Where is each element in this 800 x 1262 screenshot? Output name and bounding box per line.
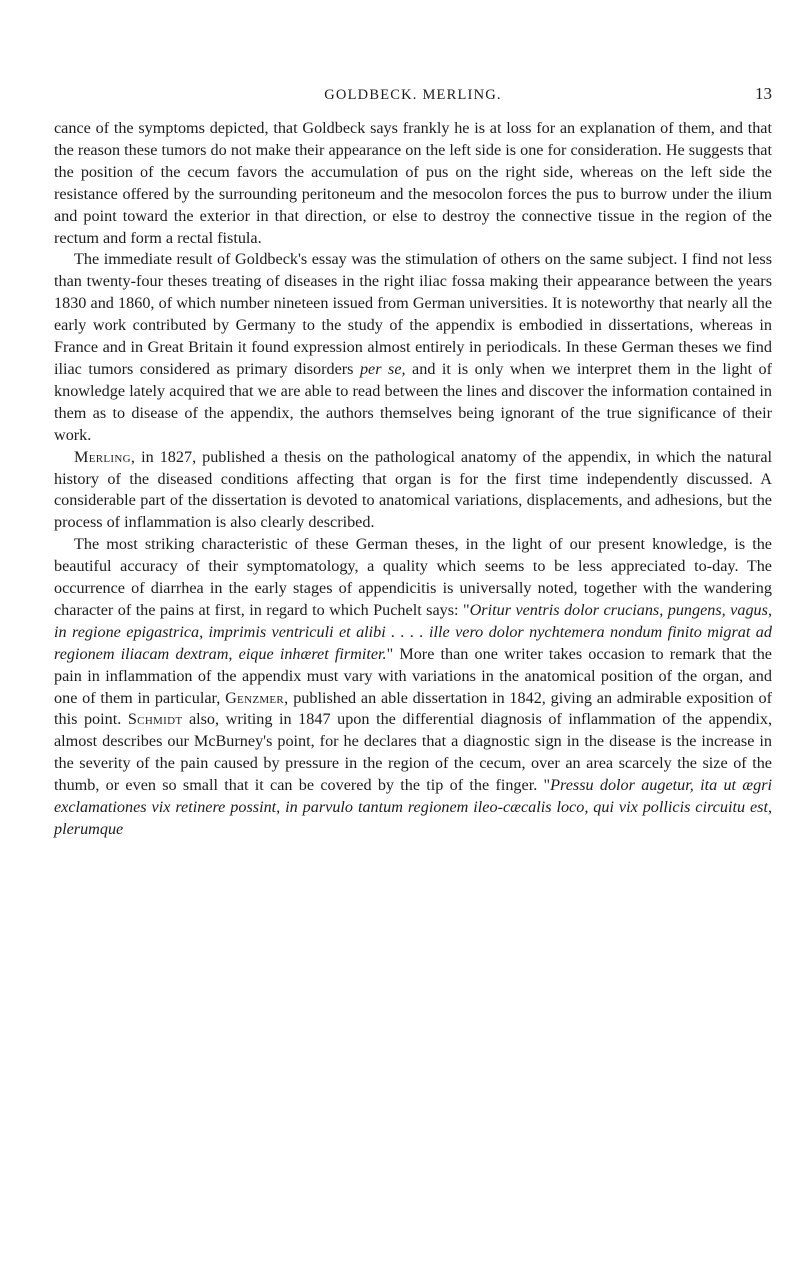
page-header — [54, 84, 772, 108]
paragraph-2-text: The immediate result of Goldbeck's essay was the stimulation of others on the same subject. I find not less than twenty-four theses treating of diseases in the right iliac fossa making their appearance between the years 1830 and 1860, of which number nineteen issued from German universities. It is noteworthy that nearly all the early work contributed by Germany to the study of the appendix is embodied in dissertations, whereas in France and in Great Britain it found expression almost entirely in periodicals. In these German theses we find iliac tumors considered as primary disorders — [54, 250, 772, 378]
paragraph-4-text-c: published an able dissertation in 1842, giving an admirable exposition of this point. — [54, 688, 772, 729]
page-number: 13 — [755, 84, 772, 103]
paragraph-3 — [54, 447, 772, 535]
paragraph-4-text-b: " More than one writer takes occasion to remark that the pain in inflammation of the appendix must vary with variations in the anatomical position of the organ, and one of them in particular, — [54, 644, 772, 707]
paragraph-1 — [54, 118, 772, 249]
paragraph-4 — [54, 534, 772, 841]
body-text — [54, 118, 772, 841]
latin-quote-schmidt: Pressu dolor augetur, ita ut ægri exclamationes vix retinere possint, in parvulo tantum regionem ileo-cæcalis loco, qui vix pollicis circuitu est, plerumque — [54, 776, 772, 838]
paragraph-1-text: cance of the symptoms depicted, that Goldbeck says frankly he is at loss for an explanation of them, and that the reason these tumors do not make their appearance on the left side is one for consideration. He suggests that the position of the cecum favors the accumulation of pus on the right side, whereas on the left side the resistance offered by the surrounding peritoneum and the mesocolon forces the pus to burrow under the ilium and point toward the exterior in that direction, or else to destroy the connective tissue in the region of the rectum and form a rectal fistula. — [54, 119, 772, 247]
author-name-genzmer: Genzmer, — [225, 688, 289, 707]
paragraph-4-text-d: also, writing in 1847 upon the differential diagnosis of inflammation of the appendix, almost describes our McBurney's point, for he declares that a diagnostic sign in the disease is the increase in the severity of the pain caused by pressure in the region of the cecum, over an area scarcely the size of the thumb, or even so small that it can be covered by the tip of the finger. " — [54, 710, 772, 795]
running-head: GOLDBECK. MERLING. — [324, 87, 502, 103]
author-name-merling: Merling, — [74, 447, 136, 466]
paragraph-2 — [54, 249, 772, 446]
paragraph-4-text-a: The most striking characteristic of these German theses, in the light of our present knowledge, is the beautiful accuracy of their symptomatology, a quality which seems to be less appreciated to-day. The occurrence of diarrhea in the early stages of appendicitis is universally noted, together with the wandering character of the pains at first, in regard to which Puchelt says: " — [54, 535, 772, 619]
author-name-schmidt: Schmidt — [127, 710, 183, 729]
paragraph-3-text: in 1827, published a thesis on the pathological anatomy of the appendix, in which the natural history of the diseased conditions affecting that organ is for the first time independently discussed. A considerable part of the dissertation is devoted to anatomical variations, displacements, and adhesions, but the process of inflammation is also clearly described. — [54, 447, 772, 532]
latin-phrase: per se, — [359, 359, 406, 378]
paragraph-2-text-after: and it is only when we interpret them in the light of knowledge lately acquired that we are able to read between the lines and discover the information contained in them as to disease of the appendix, the authors themselves being ignorant of the true significance of their work. — [54, 359, 773, 444]
latin-quote-puchelt: Oritur ventris dolor crucians, pungens, vagus, in regione epigastrica, imprimis ventriculi et alibi . . . . ille vero dolor nychtemera nondum finito migrat ad regionem iliacam dextram, eique inhæret firmiter. — [54, 600, 772, 663]
